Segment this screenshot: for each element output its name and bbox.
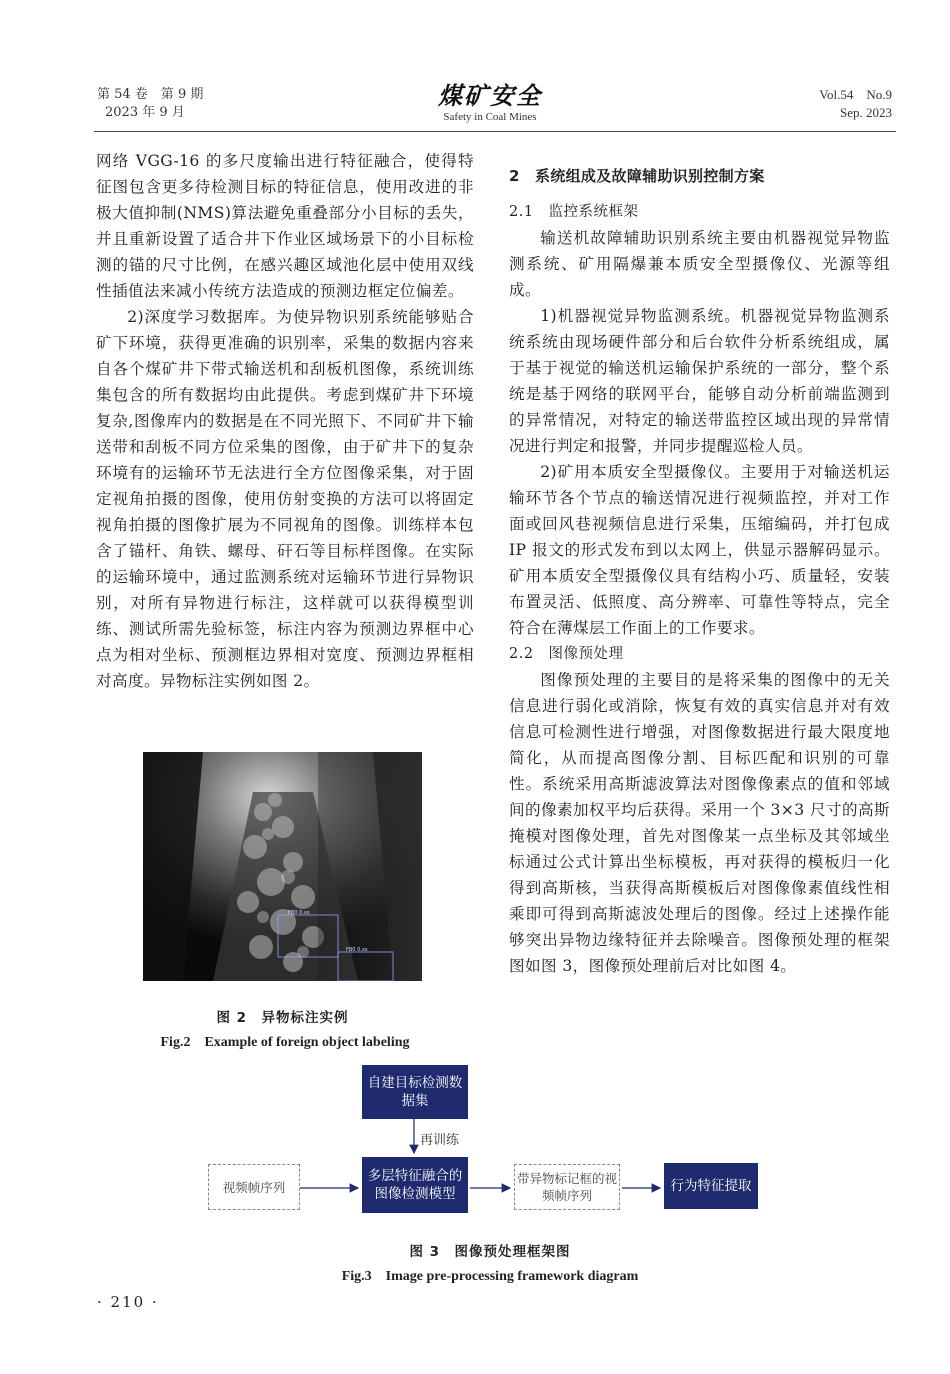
header-rule bbox=[94, 131, 896, 132]
figure-3-diagram bbox=[200, 1063, 760, 1223]
subsection-heading: 2.1 监控系统框架 bbox=[509, 204, 639, 220]
left-column bbox=[96, 148, 474, 694]
body-paragraph: 输送机故障辅助识别系统主要由机器视觉异物监测系统、矿用隔爆兼本质安全型摄像仪、光源等组成。 bbox=[509, 229, 890, 299]
figure-3-caption-cn: 图 3 图像预处理框架图 bbox=[409, 1244, 571, 1260]
figure-2-caption-en: Fig.2 Example of foreign object labeling bbox=[160, 1035, 410, 1050]
labeled-frames-box: 带异物标记框的视频帧序列 bbox=[514, 1164, 620, 1210]
journal-name-en: Safety in Coal Mines bbox=[443, 111, 537, 123]
body-paragraph: 图像预处理的主要目的是将采集的图像中的无关信息进行弱化或消除，恢复有效的真实信息并对有效信息可检测性进行增强，对图像数据进行最大限度地简化，从而提高图像分割、目标匹配和识别的可靠性。系统采用高斯滤波算法对图像像素点的值和邻域间的像素加权平均后获得。采用一个 3×3 尺寸的高斯掩模对图像处理，首先对图像某一点坐标及其邻域坐标通过公式计算出坐标模板，再对获得的模板归一化得到高斯核，当获得高斯模板后对图像像素值线性相乘即可得到高斯滤波处理后的图像。经过上述操作能够突出异物边缘特征并去除噪音。图像预处理的框架图如图 3，图像预处理前后对比如图 4。 bbox=[509, 671, 890, 975]
detection-label: FB0 0.xx bbox=[288, 910, 310, 916]
header-volume-info-en bbox=[819, 86, 892, 122]
figure-2-caption-cn: 图 2 异物标注实例 bbox=[216, 1010, 349, 1026]
detection-model-box: 多层特征融合的图像检测模型 bbox=[362, 1157, 468, 1213]
body-paragraph: 1)机器视觉异物监测系统。机器视觉异物监测系统系统由现场硬件部分和后台软件分析系统组成，属于基于视觉的输送机运输保护系统的一部分，整个系统是基于网络的联网平台，能够自动分析前端监测到的异常情况，对特定的输送带监控区域出现的异常情况进行判定和报警，并同步提醒巡检人员。 bbox=[509, 307, 890, 455]
retrain-label: 再训练 bbox=[420, 1133, 460, 1148]
conveyor-photo bbox=[143, 752, 422, 981]
body-paragraph: 网络 VGG-16 的多尺度输出进行特征融合，使得特征图包含更多待检测目标的特征信息，使用改进的非极大值抑制(NMS)算法避免重叠部分小目标的丢失，并且重新设置了适合井下作业区域场景下的小目标检测的锚的尺寸比例，在感兴趣区域池化层中使用双线性插值法来减小传统方法造成的预测边框定位偏差。 bbox=[96, 152, 474, 300]
right-column bbox=[509, 163, 890, 979]
dataset-box: 自建目标检测数据集 bbox=[362, 1065, 468, 1119]
date-en: Sep. 2023 bbox=[840, 105, 892, 120]
journal-masthead bbox=[395, 82, 585, 124]
subsection-heading: 2.2 图像预处理 bbox=[509, 646, 624, 662]
detection-label: FB0 0.xx bbox=[346, 947, 368, 953]
figure-2-image bbox=[143, 752, 422, 981]
header-volume-info bbox=[97, 86, 203, 122]
video-frames-box: 视频帧序列 bbox=[208, 1164, 300, 1210]
section-heading: 2 系统组成及故障辅助识别控制方案 bbox=[509, 167, 765, 185]
body-paragraph: 2)矿用本质安全型摄像仪。主要用于对输送机运输环节各个节点的输送情况进行视频监控，并对工作面或回风巷视频信息进行采集，压缩编码，并打包成 IP 报文的形式发布到以太网上，供显示器解码显示。矿用本质安全型摄像仪具有结构小巧、质量轻，安装布置灵活、低照度、高分辨率、可靠性等特点，完全符合在薄煤层工作面上的工作要求。 bbox=[509, 463, 890, 637]
volume-issue-en: Vol.54 No.9 bbox=[819, 87, 892, 102]
date-cn: 2023 年 9 月 bbox=[105, 105, 185, 120]
body-paragraph: 2)深度学习数据库。为使异物识别系统能够贴合矿下环境，获得更准确的识别率，采集的数据内容来自各个煤矿井下带式输送机和刮板机图像，系统训练集包含的所有数据均由此提供。考虑到煤矿井下环境复杂,图像库内的数据是在不同光照下、不同矿井下输送带和刮板不同方位采集的图像，由于矿井下的复杂环境有的运输环节无法进行全方位图像采集，对于固定视角拍摄的图像，使用仿射变换的方法可以将固定视角拍摄的图像扩展为不同视角的图像。训练样本包含了锚杆、角铁、螺母、矸石等目标样图像。在实际的运输环境中，通过监测系统对运输环节进行异物识别，对所有异物进行标注，这样就可以获得模型训练、测试所需先验标签，标注内容为预测边界框中心点为相对坐标、预测框边界相对宽度、预测边界框相对高度。异物标注实例如图 2。 bbox=[96, 308, 474, 690]
figure-3-caption-en: Fig.3 Image pre-processing framework diagram bbox=[341, 1269, 639, 1284]
page-number: · 210 · bbox=[97, 1293, 159, 1311]
volume-issue-cn: 第 54 卷 第 9 期 bbox=[97, 87, 204, 102]
behavior-extraction-box: 行为特征提取 bbox=[664, 1163, 758, 1209]
journal-logo-cn: 煤矿安全 bbox=[438, 81, 542, 110]
